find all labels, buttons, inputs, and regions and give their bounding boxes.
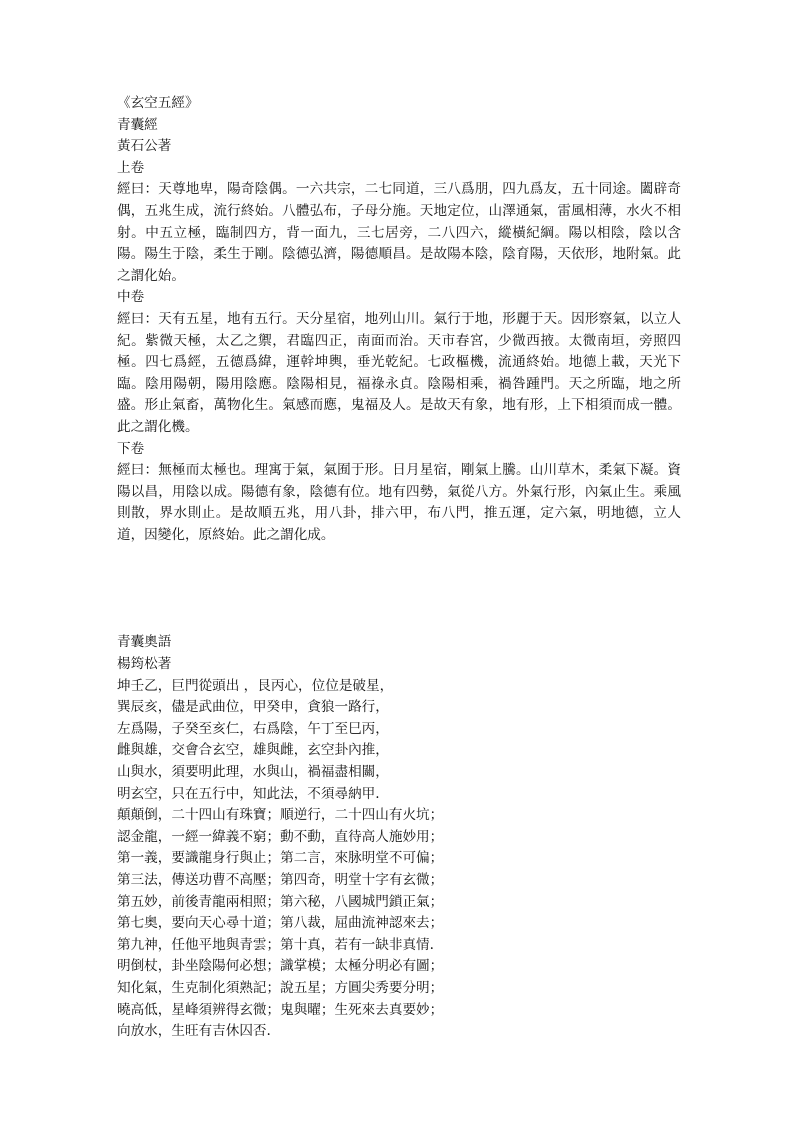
verse-line: 第七奥，要向天心尋十道；第八裁，屈曲流神認來去； [117,915,444,932]
section-author: 楊筠松著 [117,656,172,673]
chapter-heading: 中卷 [117,289,145,306]
verse-line: 第三法，傳送功曹不高壓；第四奇，明堂十字有玄微； [117,872,444,888]
verse-line: 第九神，任他平地與青雲；第十真，若有一缺非真情. [117,936,434,953]
verse-line: 知化氣，生克制化須熟記；說五星；方圓尖秀要分明； [117,979,444,996]
verse-line: 明倒杖，卦坐陰陽何必想；識掌模；太極分明必有圖； [117,958,444,975]
chapter-heading: 下卷 [117,440,145,457]
section-title: 青囊經 [117,116,158,133]
verse-line: 巽辰亥，儘是武曲位，甲癸申，貪狼一路行， [117,699,389,716]
verse-line: 曉高低，星峰須辨得玄微；鬼與曜；生死來去真要妙； [117,1001,444,1018]
section-spacer [117,546,681,632]
verse-line: 認金龍，一經一緯義不窮；動不動，直待高人施妙用； [117,828,444,845]
book-title: 《玄空五經》 [117,95,199,111]
verse-line: 明玄空，只在五行中，知此法，不須尋納甲. [117,785,380,802]
verse-line: 第五妙，前後青龍兩相照；第六秘，八國城門鎖正氣； [117,893,444,910]
verse-line: 向放水，生旺有吉休囚否. [117,1023,271,1040]
verse-line: 左爲陽，子癸至亥仁，右爲陰，午丁至巳丙， [117,720,389,737]
verse-line: 山與水，須要明此理，水與山，禍福盡相關， [117,764,389,781]
verse-line: 第一義，要識龍身行與止；第二言，來脉明堂不可偏； [117,850,444,867]
document-page [117,93,681,1043]
chapter-heading: 上卷 [117,159,145,176]
verse-line: 雌與雄，交會合玄空，雄與雌，玄空卦內推， [117,742,389,759]
verse-line: 坤壬乙，巨門從頭出 ，艮丙心，位位是破星， [117,677,394,694]
chapter-text: 經曰：天尊地卑，陽奇陰偶。一六共宗，二七同道，三八爲朋，四九爲友，五十同途。闔辟奇偶，五兆生成，流行終始。八體弘布，子母分施。天地定位，山澤通氣，雷風相薄，水火不相射。中五立極，臨制四方，背一面九，三七居旁，二八四六，縱橫紀綱。陽以相陰，陰以含陽。陽生于陰，柔生于剛。陰德弘濟，陽德順昌。是故陽本陰，陰育陽，天依形，地附氣。此之謂化始。 [117,181,681,284]
section-author: 黃石公著 [117,138,172,155]
chapter-text: 經曰：無極而太極也。理寓于氣，氣囿于形。日月星宿，剛氣上騰。山川草木，柔氣下凝。資陽以昌，用陰以成。陽德有象，陰德有位。地有四勢，氣從八方。外氣行形，內氣止生。乘風則散，界水則止。是故順五兆，用八卦，排六甲，布八門，推五運，定六氣，明地德，立人道，因變化，原終始。此之謂化成。 [117,462,681,543]
chapter-text: 經曰：天有五星，地有五行。天分星宿，地列山川。氣行于地，形麗于天。因形察氣，以立人紀。紫微天極，太乙之禦，君臨四正，南面而治。天市春宮，少微西掖。太微南垣，旁照四極。四七爲經，五德爲緯，運幹坤輿，垂光乾紀。七政樞機，流通終始。地德上載，天光下臨。陰用陽朝，陽用陰應。陰陽相見，福祿永貞。陰陽相乘，禍咎踵門。天之所臨，地之所盛。形止氣畜，萬物化生。氣感而應，鬼福及人。是故天有象，地有形，上下相須而成一體。此之謂化機。 [117,310,681,435]
verse-line: 顛顛倒，二十四山有珠寶；順逆行，二十四山有火坑； [117,807,444,824]
section-title: 青囊奧語 [117,634,172,651]
